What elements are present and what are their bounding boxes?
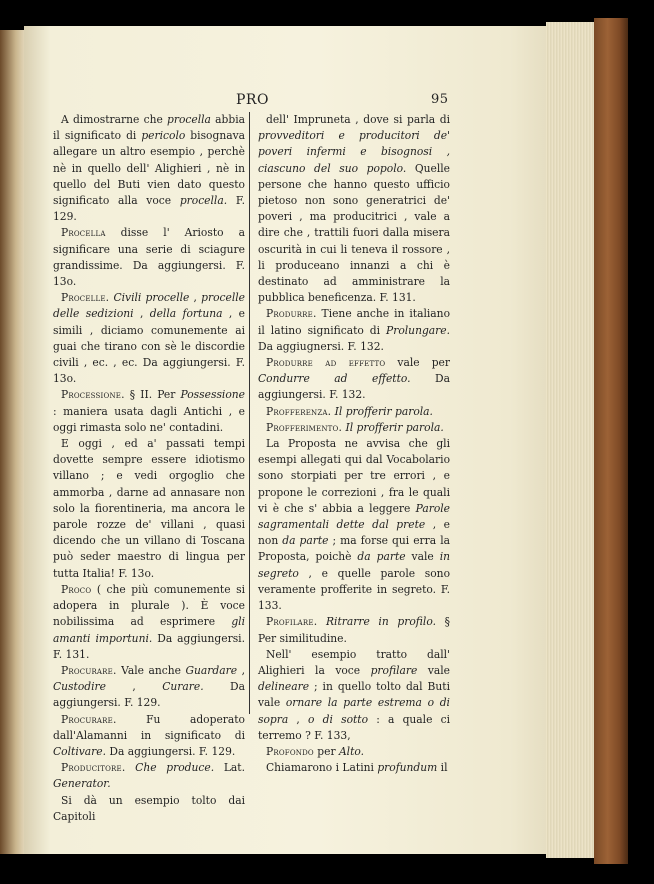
paragraph: Si dà un esempio tolto dai Capitoli [53, 793, 245, 823]
paragraph: Producitore. Che produce. Lat. Generator. [53, 761, 245, 791]
paragraph: Chiamarono i Latini profundum il [266, 761, 448, 775]
paragraph: Nell' esempio tratto dall' Alighieri la voce profilare vale delineare ; in quello tolto dal Buti vale ornare la parte estrema o di sopra , o di sotto : a quale ci terremo ? F. 133, [258, 647, 451, 742]
paragraph: Procurare. Vale anche Guardare , Custodire , Curare. Da aggiungersi. F. 129. [53, 663, 246, 710]
page-number: 95 [431, 92, 449, 107]
paragraph: La Proposta ne avvisa che gli esempi allegati qui dal Vocabolario sono storpiati per tre errori , e propone le correzioni , fra le quali vi è che s' abbia a leggere Parole sagramentali dette dal prete , e non da parte ; ma forse qui erra la Proposta, poichè da parte vale in segreto , e quelle parole sono veramente profferite in segreto. F. 133. [258, 437, 450, 613]
paragraph: Procella disse l' Ariosto a significare una serie di sciagure grandissime. Da aggiungersi. F. 13o. [53, 226, 245, 289]
paragraph: Profferenza. Il profferir parola. [266, 404, 433, 418]
paragraph: A dimostrarne che procella abbia il significato di pericolo bisognava allegare un altro esempio , perchè nè in quello dell' Alighieri , nè in quello del Buti vien dato questo significato alla voce procella. F. 129. [53, 113, 245, 224]
paragraph: Profilare. Ritrarre in profilo. § Per similitudine. [258, 615, 450, 645]
facing-page-edge [0, 30, 26, 854]
paragraph: dell' Impruneta , dove si parla di provveditori e producitori de' poveri infermi e bisognosi , ciascuno del suo popolo. Quelle persone che hanno questo ufficio pietoso non sono generatrici de' poveri , ma producitrici , vale a dire che , trattili fuori dalla misera oscurità in cui li teneva il rossore , li produceano innanzi a chi è destinato ad amministrare la pubblica beneficenza. F. 131. [258, 113, 451, 305]
paragraph: Produrre ad effetto vale per Condurre ad effetto. Da aggiungersi. F. 132. [258, 356, 450, 402]
paragraph: Profferimento. Il profferir parola. [266, 420, 444, 434]
paragraph: Procurare. Fu adoperato dall'Alamanni in significato di Coltivare. Da aggiungersi. F. 129. [53, 712, 245, 758]
left-column [53, 112, 245, 825]
paragraph: Processione. § II. Per Possessione : maniera usata dagli Antichi , e oggi rimasta solo ne' contadini. [53, 388, 245, 434]
paragraph: Procelle. Civili procelle , procelle delle sedizioni , della fortuna , e simili , diciamo comunemente ai guai che tirano con sè le discordie civili , ec. , ec. Da aggiungersi. F. 13o. [53, 291, 245, 386]
paragraph: Profondo per Alto. [266, 744, 365, 758]
paragraph: Produrre. Tiene anche in italiano il latino significato di Prolungare. Da aggiugnersi. F. 132. [258, 307, 450, 353]
page-edges [546, 22, 594, 858]
paragraph: Proco ( che più comunemente si adopera in plurale ). È voce nobilissima ad esprimere gli amanti importuni. Da aggiungersi. F. 131. [53, 582, 245, 661]
running-head: PRO [236, 92, 269, 108]
book-cover [594, 18, 628, 864]
column-rule [249, 112, 250, 714]
paragraph: E oggi , ed a' passati tempi dovette sempre essere idiotismo villano ; e vedi orgoglio che ammorba , darne ad annasare non solo la fiorentineria, ma ancora le parole rozze de' villani , quasi dicendo che un villano di Toscana può seder maestro di lingua per tutta Italia! F. 13o. [53, 437, 245, 580]
right-column [258, 112, 450, 776]
